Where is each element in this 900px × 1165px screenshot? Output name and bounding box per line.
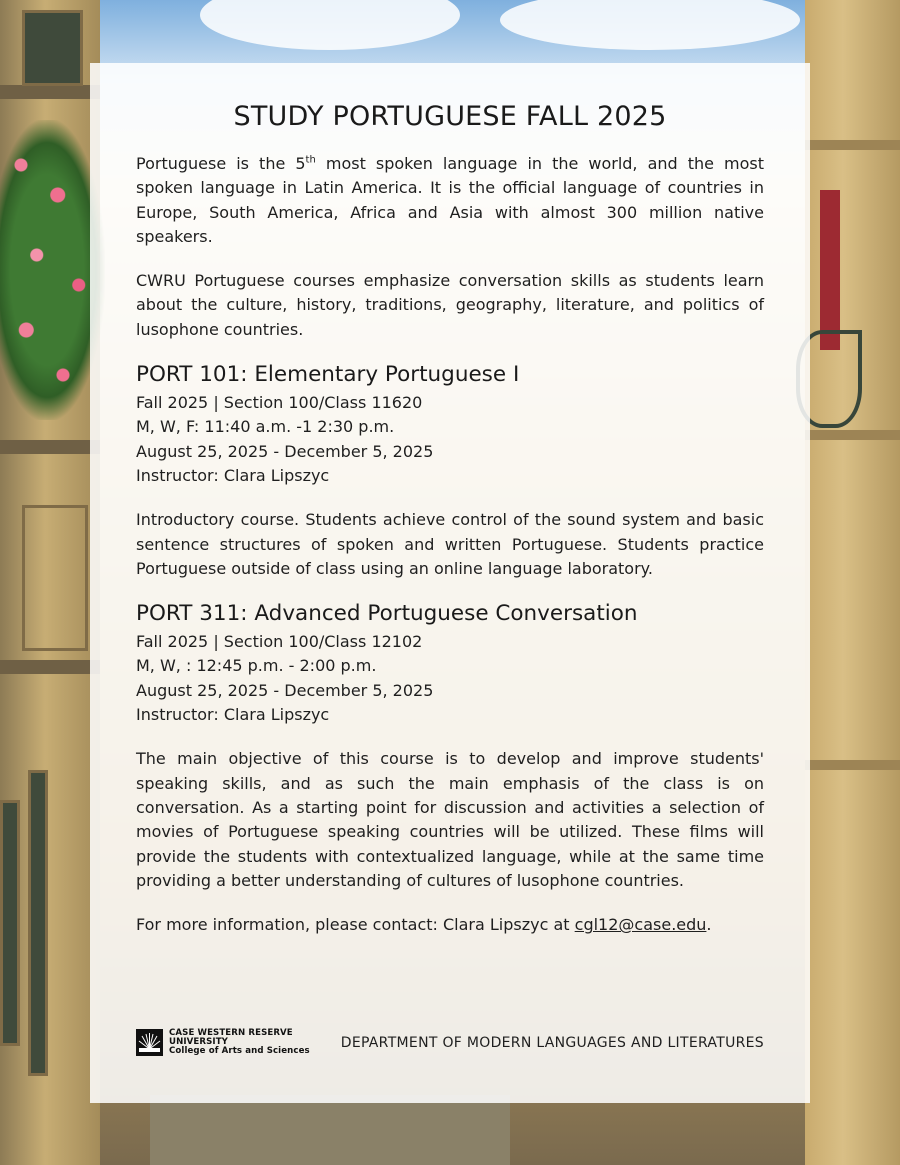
flyer-title: STUDY PORTUGUESE FALL 2025: [233, 101, 667, 132]
course-section: Fall 2025 | Section 100/Class 11620: [136, 393, 423, 413]
right-building: [805, 0, 900, 1165]
course-instructor: Instructor: Clara Lipszyc: [136, 465, 330, 485]
university-logo: [136, 1029, 310, 1057]
course-port-101: [136, 362, 764, 581]
flyer-card: [90, 63, 810, 1103]
cobblestone-street: [150, 1095, 510, 1165]
course-schedule: M, W, F: 11:40 a.m. -1 2:30 p.m.: [136, 417, 395, 437]
logo-line-1: CASE WESTERN RESERVE: [169, 1028, 293, 1038]
department-name: DEPARTMENT OF MODERN LANGUAGES AND LITERATURES: [340, 1034, 764, 1051]
intro-paragraph-1: Portuguese is the 5th most spoken language in the world, and the most spoken language in Latin America. It is the official language of countries in Europe, South America, Africa and Asia with almost 300 million native speakers.: [136, 154, 764, 246]
course-schedule: M, W, : 12:45 p.m. - 2:00 p.m.: [136, 656, 377, 676]
course-section: Fall 2025 | Section 100/Class 12102: [136, 632, 423, 652]
footer: [136, 1029, 764, 1057]
contact-email-link[interactable]: cgl12@case.edu: [574, 915, 707, 935]
contact-line: For more information, please contact: Clara Lipszyc at cgl12@case.edu.: [136, 915, 712, 935]
course-dates: August 25, 2025 - December 5, 2025: [136, 680, 434, 700]
course-port-311: [136, 601, 764, 893]
course-dates: August 25, 2025 - December 5, 2025: [136, 441, 434, 461]
sunburst-icon: [136, 1029, 163, 1056]
ordinal-suffix: th: [305, 154, 316, 166]
course-description: The main objective of this course is to develop and improve students' speaking skills, and as such the main emphasis of the class is on conversation. As a starting point for discussion and activities a selection of movies of Portuguese speaking countries will be utilized. These films will provide the students with contextualized language, while at the same time providing a better understanding of cultures of lusophone countries.: [136, 749, 764, 890]
intro-paragraph-2: CWRU Portuguese courses emphasize conversation skills as students learn about the culture, history, traditions, geography, literature, and politics of lusophone countries.: [136, 271, 764, 339]
logo-line-2: UNIVERSITY: [169, 1037, 228, 1048]
course-title: PORT 101: Elementary Portuguese I: [136, 362, 520, 388]
logo-line-3: College of Arts and Sciences: [169, 1046, 310, 1057]
red-shutter: [820, 190, 840, 350]
course-instructor: Instructor: Clara Lipszyc: [136, 705, 330, 725]
course-description: Introductory course. Students achieve control of the sound system and basic sentence structures of spoken and written Portuguese. Students practice Portuguese outside of class using an online language laboratory.: [136, 510, 764, 578]
course-title: PORT 311: Advanced Portuguese Conversation: [136, 601, 638, 627]
